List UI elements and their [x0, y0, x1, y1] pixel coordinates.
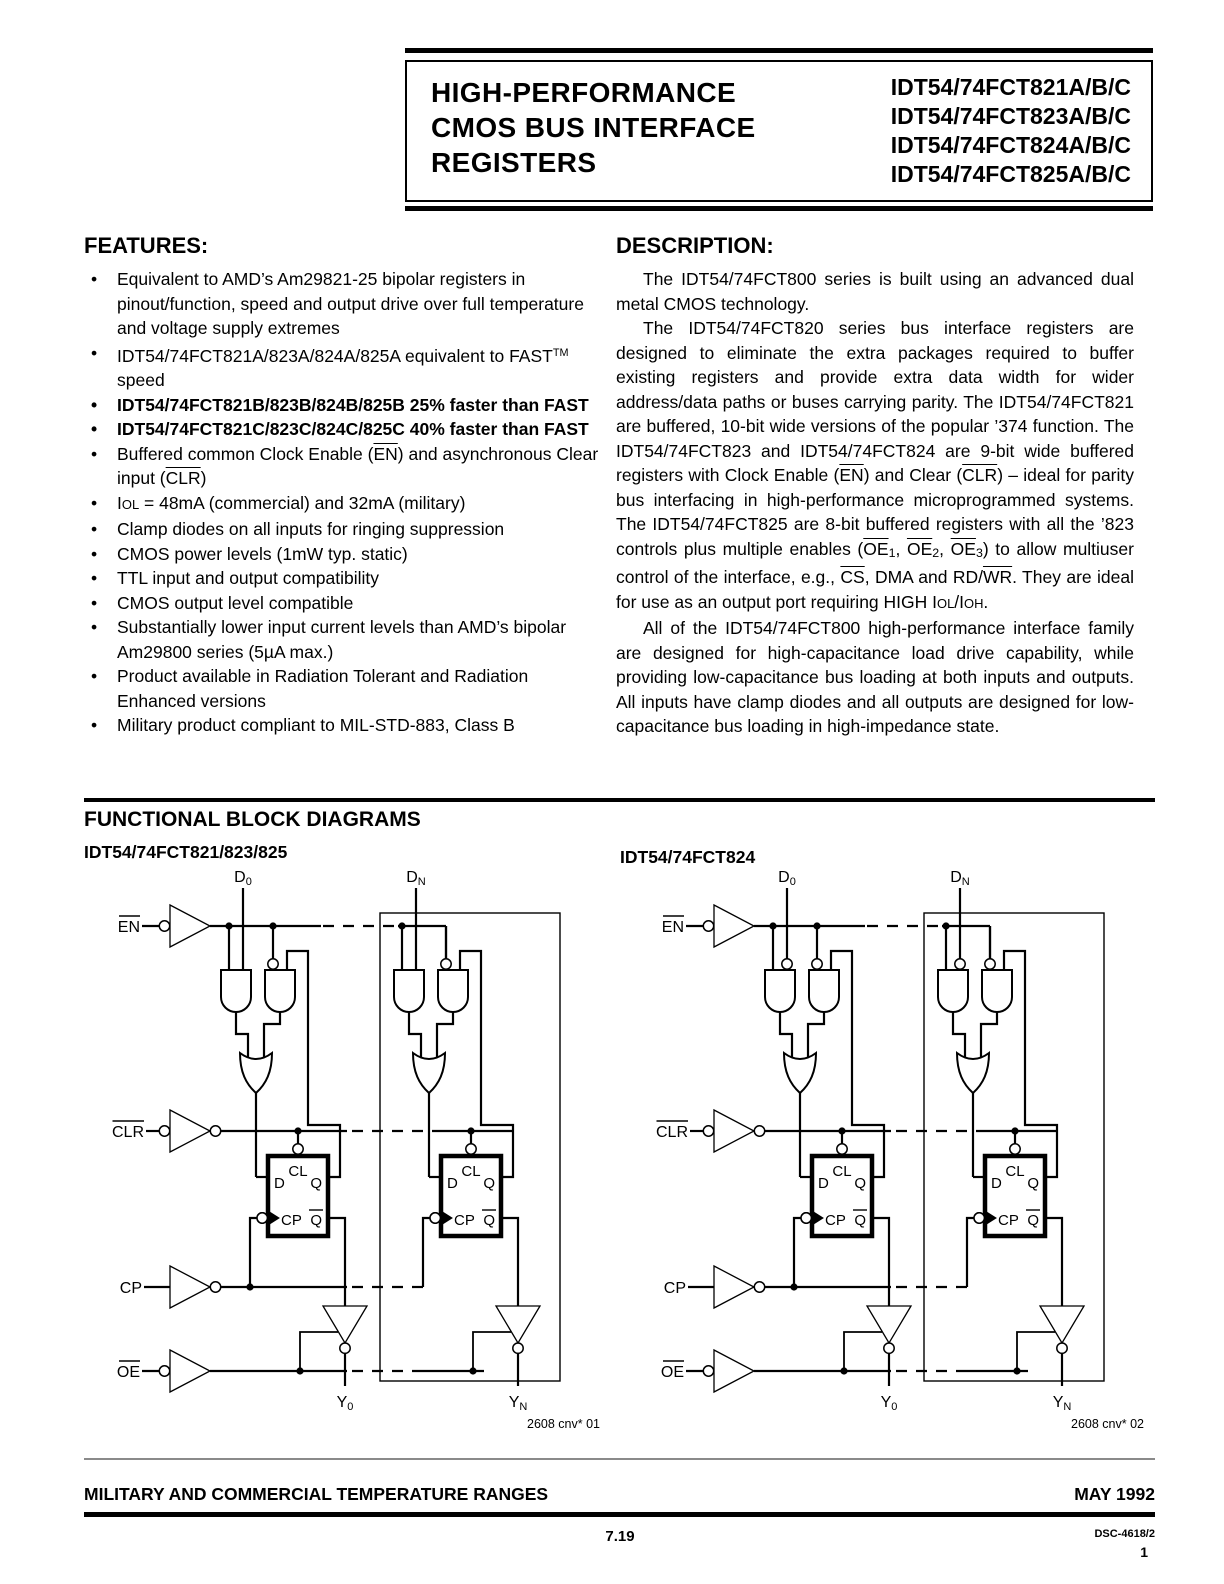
svg-text:YN: YN [508, 1394, 528, 1413]
svg-text:D: D [818, 1175, 829, 1192]
bullet-icon: • [91, 443, 98, 464]
feature-item: • CMOS output level compatible [84, 591, 605, 616]
diagram-824-title: IDT54/74FCT824 [620, 847, 756, 867]
description-paragraph: All of the IDT54/74FCT800 high-performance interface family are designed for high-capacitance load drive capability, while providing low-capacitance bus loading at both inputs and outputs. All inputs have clamp diodes and all outputs are designed for low-capacitance bus loading in high-impedance state. [616, 618, 1134, 736]
svg-text:CL: CL [832, 1163, 852, 1180]
svg-text:2608 cnv* 01: 2608 cnv* 01 [527, 1417, 600, 1431]
document-title [407, 62, 756, 200]
part-number: IDT54/74FCT821A/B/C [890, 74, 1131, 100]
bullet-icon: • [91, 715, 98, 735]
svg-text:EN: EN [661, 919, 684, 936]
feature-item: • CMOS power levels (1mW typ. static) [84, 542, 605, 567]
svg-text:CL: CL [1005, 1163, 1025, 1180]
svg-text:D: D [447, 1175, 458, 1192]
doc-code: DSC-4618/2 [1094, 1528, 1155, 1540]
feature-item: • Equivalent to AMD’s Am29821-25 bipolar registers in pinout/function, speed and output drive over full temperature and voltage supply extremes [91, 269, 584, 338]
bullet-icon: • [91, 617, 98, 637]
description-section [616, 233, 1134, 739]
title-line: CMOS BUS INTERFACE [431, 112, 756, 143]
header-bottom-rule [405, 206, 1153, 211]
svg-text:OE: OE [116, 1364, 140, 1381]
bullet-icon: • [91, 492, 98, 513]
feature-item: • IDT54/74FCT821A/823A/824A/825A equivalent to FAST™ speed [91, 342, 569, 390]
svg-text:Q: Q [1027, 1212, 1039, 1229]
svg-text:CP: CP [454, 1212, 475, 1229]
footer-thick-rule [84, 1512, 1155, 1517]
diagram-824-schematic [628, 866, 1158, 1441]
svg-text:DN: DN [950, 869, 970, 888]
feature-item: • Military product compliant to MIL-STD-883, Class B [84, 713, 605, 738]
svg-text:Y0: Y0 [880, 1394, 898, 1413]
bullet-icon: • [91, 519, 98, 539]
svg-text:Q: Q [483, 1175, 495, 1192]
svg-text:CP: CP [281, 1212, 302, 1229]
bullet-icon: • [91, 269, 98, 289]
svg-text:CP: CP [825, 1212, 846, 1229]
title-line: HIGH-PERFORMANCE [431, 77, 737, 108]
features-heading: FEATURES: [84, 233, 209, 258]
svg-text:D0: D0 [234, 869, 252, 888]
diagram-821-823-825-title: IDT54/74FCT821/823/825 [84, 842, 288, 862]
svg-text:D0: D0 [778, 869, 796, 888]
header-box [405, 60, 1153, 202]
description-paragraph: The IDT54/74FCT820 series bus interface registers are designed to eliminate the extra packages required to buffer existing registers and provide extra data width for wider address/data paths or buses carrying parity. The IDT54/74FCT821 are buffered, 10-bit wide versions of the popular ’374 function. The IDT54/74FCT823 and IDT54/74FCT824 are 9-bit wide buffered registers with Clock Enable $(\overline{EN})$ and Clear $(\overline{CLR})$ – ideal for parity bus interfacing in high-performance microprogrammed systems. The IDT54/74FCT825 are 8-bit buffered registers with all the ’823 controls plus multiple enables ($\overline{OE}1$, $\overline{OE}2$, $\overline{OE}3$) to allow multiuser control of the interface, e.g., $\overline{CS}$, DMA and $RD/\overline{WR}$. They are ideal for use as an output port requiring HIGH IOL/IOH. [616, 318, 1135, 612]
sheet-number: 1 [1140, 1544, 1148, 1560]
bullet-icon: • [91, 394, 98, 415]
svg-text:CLR: CLR [111, 1124, 144, 1141]
svg-text:OE: OE [660, 1364, 684, 1381]
bullet-icon: • [91, 666, 98, 686]
svg-text:Q: Q [1027, 1175, 1039, 1192]
features-list [84, 267, 605, 738]
svg-text:YN: YN [1052, 1394, 1072, 1413]
svg-text:Q: Q [483, 1212, 495, 1229]
svg-text:CP: CP [119, 1280, 142, 1297]
feature-item: • Buffered common Clock Enable $(\overline{EN})$ and asynchronous Clear input $(\overline{CLR})$ [91, 443, 599, 488]
description-paragraph: The IDT54/74FCT800 series is built using an advanced dual metal CMOS technology. [616, 269, 1134, 314]
bullet-icon: • [91, 592, 98, 613]
page-number: 7.19 [605, 1528, 635, 1545]
bullet-icon: • [91, 419, 98, 439]
svg-text:CP: CP [663, 1280, 686, 1297]
feature-item: • Substantially lower input current levels than AMD’s bipolar Am29800 series (5µA max.) [91, 617, 567, 662]
feature-item: • Product available in Radiation Tolerant and Radiation Enhanced versions [91, 666, 529, 711]
description-paragraphs [616, 267, 1134, 739]
svg-text:D: D [991, 1175, 1002, 1192]
bullet-icon: • [91, 543, 98, 564]
feature-item: • IDT54/74FCT821C/823C/824C/825C 40% faster than FAST [84, 417, 605, 442]
feature-item: • IOL = 48mA (commercial) and 32mA (military) [84, 491, 605, 518]
svg-text:CP: CP [998, 1212, 1019, 1229]
svg-text:Q: Q [310, 1212, 322, 1229]
header-top-rule [405, 48, 1153, 53]
title-line: REGISTERS [431, 147, 597, 178]
part-number: IDT54/74FCT824A/B/C [890, 132, 1131, 158]
part-number: IDT54/74FCT825A/B/C [890, 161, 1131, 187]
footer-thin-rule [84, 1458, 1155, 1460]
part-number: IDT54/74FCT823A/B/C [890, 103, 1131, 129]
feature-item: • IDT54/74FCT821B/823B/824B/825B 25% faster than FAST [84, 393, 605, 418]
svg-text:Q: Q [310, 1175, 322, 1192]
description-heading: DESCRIPTION: [616, 233, 774, 258]
svg-text:CL: CL [288, 1163, 308, 1180]
feature-item: • TTL input and output compatibility [84, 566, 605, 591]
bullet-icon: • [91, 568, 98, 588]
footer-temperature-ranges: MILITARY AND COMMERCIAL TEMPERATURE RANGES [84, 1484, 549, 1504]
svg-text:CL: CL [461, 1163, 481, 1180]
svg-text:DN: DN [406, 869, 426, 888]
svg-text:CLR: CLR [655, 1124, 688, 1141]
svg-text:EN: EN [117, 919, 140, 936]
svg-text:2608 cnv* 02: 2608 cnv* 02 [1071, 1417, 1144, 1431]
section-divider-rule [84, 798, 1155, 802]
features-section [84, 233, 605, 738]
feature-item: • Clamp diodes on all inputs for ringing suppression [84, 517, 605, 542]
diagram-821-823-825-schematic [84, 866, 614, 1441]
bullet-icon: • [91, 342, 98, 363]
functional-block-diagrams-heading: FUNCTIONAL BLOCK DIAGRAMS [84, 808, 421, 831]
footer-date: MAY 1992 [1074, 1484, 1155, 1504]
svg-text:Q: Q [854, 1212, 866, 1229]
part-number-list [891, 62, 1151, 200]
svg-text:Y0: Y0 [336, 1394, 354, 1413]
svg-text:D: D [274, 1175, 285, 1192]
svg-text:Q: Q [854, 1175, 866, 1192]
